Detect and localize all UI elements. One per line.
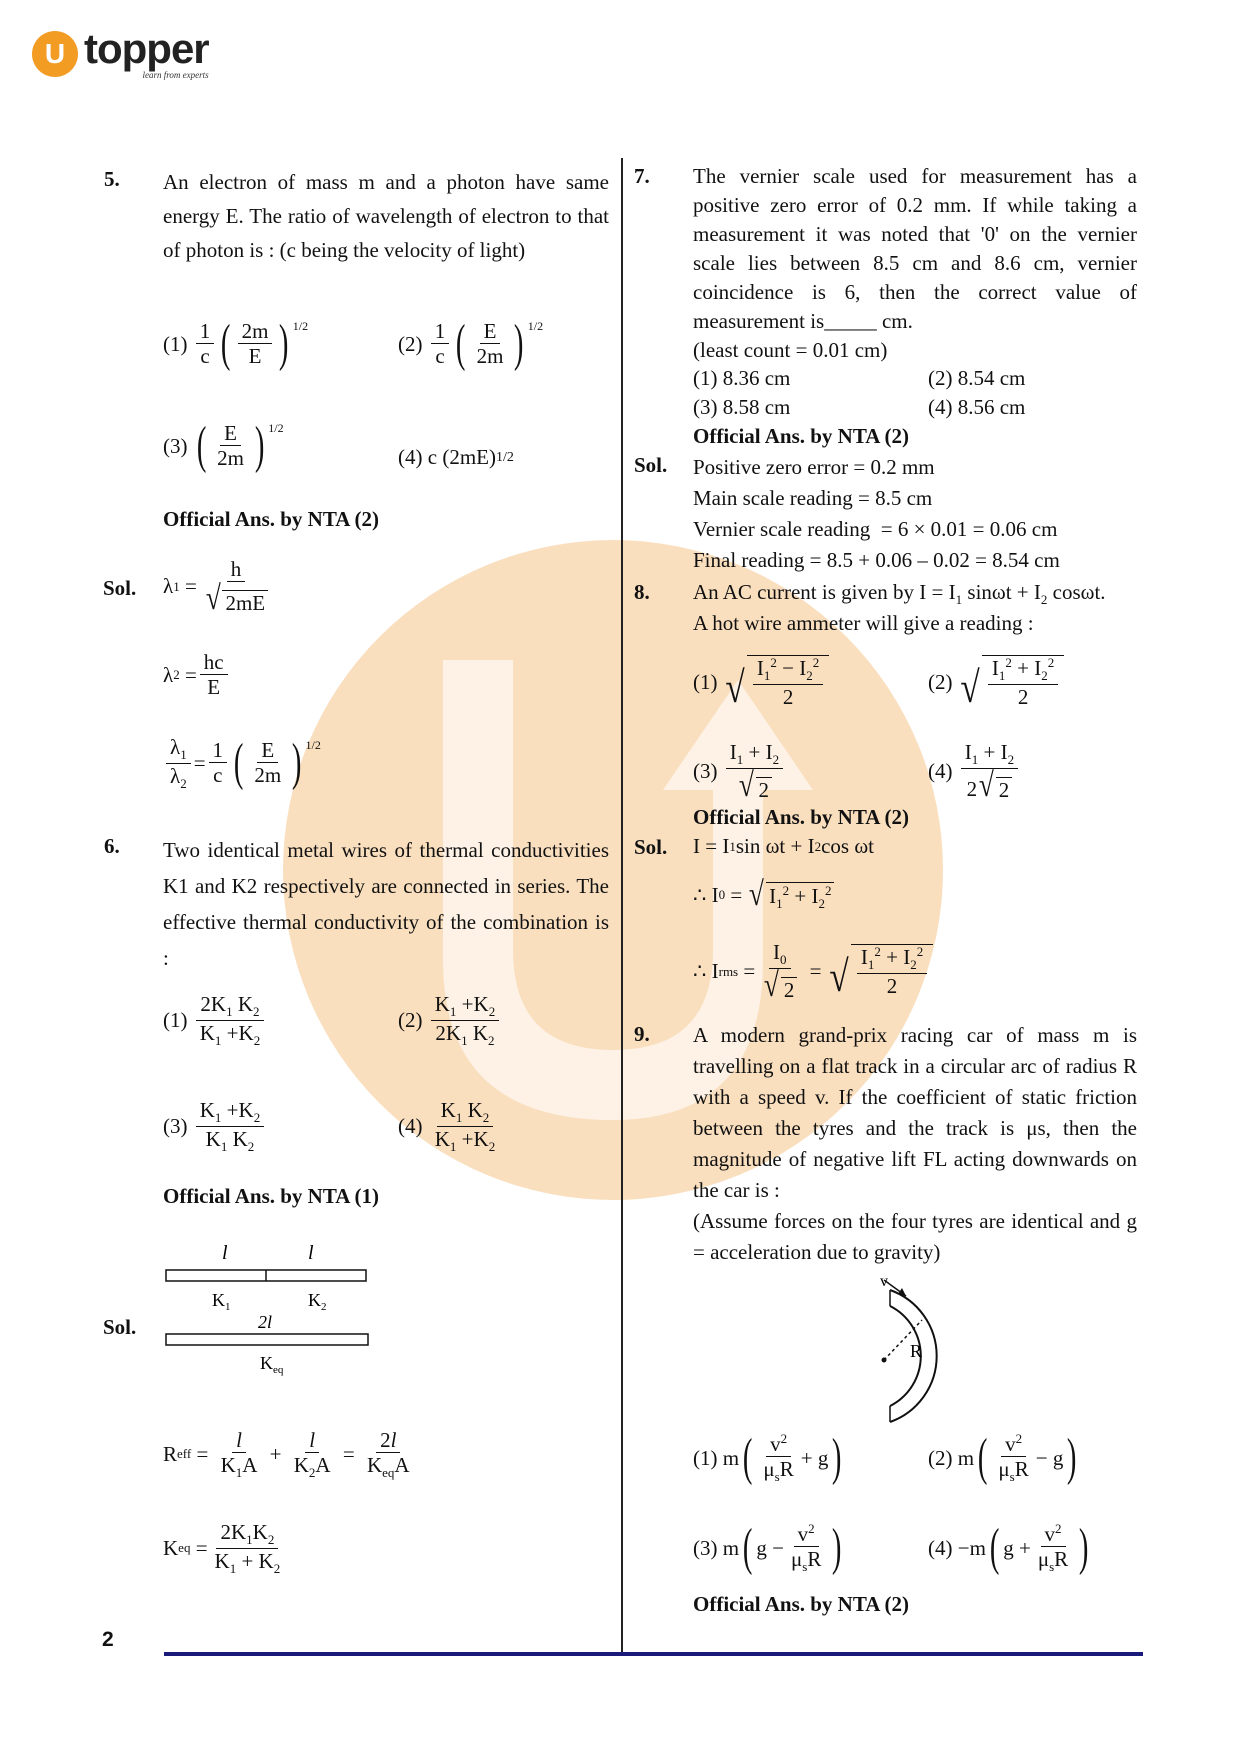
q8-sol-eq3: ∴ I rms = $I_0$ √ 2 = √ $\frac{I_1^2 + I_2^2}{2}$ — [693, 940, 933, 1003]
q7-sol-label: Sol. — [634, 453, 668, 477]
q6-sol-label: Sol. — [103, 1315, 137, 1339]
q5-option-2: (2) $\frac{1}{c}$ ( $\frac{E}{2m}$ ) 1/2 — [398, 315, 544, 372]
q7-least-count: (least count = 0.01 cm) — [693, 338, 888, 362]
q6-sol-reff: R eff = $\frac{l}{K_1A}$ + $\frac{l}{K_2A}$ = $\frac{2l}{K_{eq}A}$ — [163, 1428, 410, 1481]
q9-number: 9. — [634, 1022, 650, 1046]
q5-sol-eq1: λ 1 = h √ 2mE — [163, 557, 275, 616]
q9-option-1: (1) m ( $\frac{v^2}{\mu_sR}$ + g ) — [693, 1429, 842, 1487]
q9-option-4: (4) −m ( g + $\frac{v^2}{\mu_sR}$ ) — [928, 1519, 1089, 1577]
q7-option-3: (3) 8.58 cm — [693, 395, 791, 419]
brand-logo — [32, 25, 209, 80]
svg-text:Keq: $K_{eq}$ — [260, 1353, 284, 1376]
q5-sol-eq2: λ 2 = $\frac{hc}{E}$ — [163, 650, 231, 700]
q7-option-1: (1) 8.36 cm — [693, 366, 791, 390]
q6-option-4: (4) $\frac{K_1 K_2}{K_1 +K_2}$ — [398, 1098, 496, 1155]
svg-text:l: l — [308, 1242, 314, 1264]
q5-answer: Official Ans. by NTA (2) — [163, 507, 380, 531]
svg-text:v: v — [880, 1273, 888, 1290]
q7-number: 7. — [634, 164, 650, 188]
q8-option-1: (1) √ $\frac{I_1^2 - I_2^2}{2}$ — [693, 655, 829, 710]
q6-number: 6. — [104, 834, 120, 858]
q6-option-2: (2) $\frac{K_1 +K_2}{2K_1 K_2}$ — [398, 992, 502, 1049]
q8-option-3: (3) $I_1 + I_2$ √ 2 — [693, 740, 786, 803]
svg-text:K2: $K_2$ — [308, 1290, 327, 1313]
q7-option-2: (2) 8.54 cm — [928, 366, 1026, 390]
q6-option-1: (1) $\frac{2K_1 K_2}{K_1 +K_2}$ — [163, 992, 267, 1049]
q8-sol-eq2: ∴ I 0 = √ $I_1^2 + I_2^2$ — [693, 878, 834, 912]
q6-text: Two identical metal wires of thermal conductivities K1 and K2 respectively are connected in series. The effective thermal conductivity of the combination is : — [163, 838, 609, 970]
q7-sol-line-1: Positive zero error = 0.2 mm — [693, 455, 935, 479]
svg-text:K1: $K_1$ — [212, 1290, 231, 1313]
q9-answer: Official Ans. by NTA (2) — [693, 1592, 910, 1616]
q9-option-3: (3) m ( g − $\frac{v^2}{\mu_sR}$ ) — [693, 1519, 842, 1577]
q9-text: A modern grand-prix racing car of mass m is travelling on a flat track in a circular arc of radius R with a speed v. If the coefficient of static friction between the tyres and the track is μs, then the magnitude of negative lift FL acting downwards on the car is : — [693, 1023, 1137, 1202]
q5-sol-eq3: $\frac{\lambda_1}{\lambda_2}$ = $\frac{1}{c}$ ( $\frac{E}{2m}$ ) 1/2 — [163, 735, 321, 792]
q5-text: An electron of mass m and a photon have same energy E. The ratio of wavelength of electron to that of photon is : (c being the velocity of light) — [163, 170, 609, 262]
q6-sol-keq: K eq = $\frac{2K_1K_2}{K_1 + K_2}$ — [163, 1520, 281, 1577]
q9-option-2: (2) m ( $\frac{v^2}{\mu_sR}$ − g ) — [928, 1429, 1077, 1487]
q8-text-2: A hot wire ammeter will give a reading : — [693, 611, 1034, 635]
q5-option-1: (1) $\frac{1}{c}$ ( $\frac{2m}{E}$ ) 1/2 — [163, 315, 309, 372]
q6-option-3: (3) $\frac{K_1 +K_2}{K_1 K_2}$ — [163, 1098, 267, 1155]
brand-tagline: learn from experts — [142, 70, 209, 80]
svg-text:2l: 2l — [258, 1312, 273, 1332]
q8-option-4: (4) $I_1 + I_2$ 2 √ 2 — [928, 740, 1021, 803]
q7-option-4: (4) 8.56 cm — [928, 395, 1026, 419]
q9-note: (Assume forces on the four tyres are identical and g = acceleration due to gravity) — [693, 1209, 1137, 1264]
brand-mark-icon: U — [32, 31, 78, 77]
q7-text: The vernier scale used for measurement has a positive zero error of 0.2 mm. If while taking a measurement it was noted that '0' on the vernier scale lies between 8.5 cm and 8.6 cm, vernier coincidence is 6, then the correct value of measurement is_____ cm. — [693, 164, 1137, 333]
svg-text:R: R — [910, 1341, 923, 1361]
q8-option-2: (2) √ $\frac{I_1^2 + I_2^2}{2}$ — [928, 655, 1064, 710]
q7-sol-line-2: Main scale reading = 8.5 cm — [693, 486, 933, 510]
q8-sol-label: Sol. — [634, 835, 668, 859]
q8-text: An AC current is given by $I = I_1$ $\sin\omega t + I_2$ cosωt. — [693, 580, 1106, 608]
svg-text:l: l — [222, 1242, 228, 1264]
q7-answer: Official Ans. by NTA (2) — [693, 424, 910, 448]
q8-number: 8. — [634, 580, 650, 604]
q5-option-4: (4) c (2mE) 1/2 — [398, 445, 514, 469]
q7-sol-line-4: Final reading = 8.5 + 0.06 – 0.02 = 8.54 cm — [693, 548, 1060, 572]
brand-name: topper — [84, 25, 209, 72]
q6-answer: Official Ans. by NTA (1) — [163, 1184, 380, 1208]
q5-sol-label: Sol. — [103, 576, 137, 600]
q8-answer: Official Ans. by NTA (2) — [693, 805, 910, 829]
page-number: 2 — [102, 1628, 114, 1651]
column-divider — [621, 158, 623, 1653]
q5-option-3: (3) ( $\frac{E}{2m}$ ) 1/2 — [163, 417, 284, 474]
q7-sol-line-3: Vernier scale reading = 6 × 0.01 = 0.06 cm — [693, 517, 1058, 541]
q9-circular-track-diagram — [870, 1272, 980, 1432]
q5-number: 5. — [104, 167, 120, 191]
q6-wire-diagram — [160, 1240, 380, 1385]
q8-sol-eq1: I = I 1 sin ωt + I 2 cos ωt — [693, 834, 874, 858]
footer-line — [164, 1652, 1143, 1656]
